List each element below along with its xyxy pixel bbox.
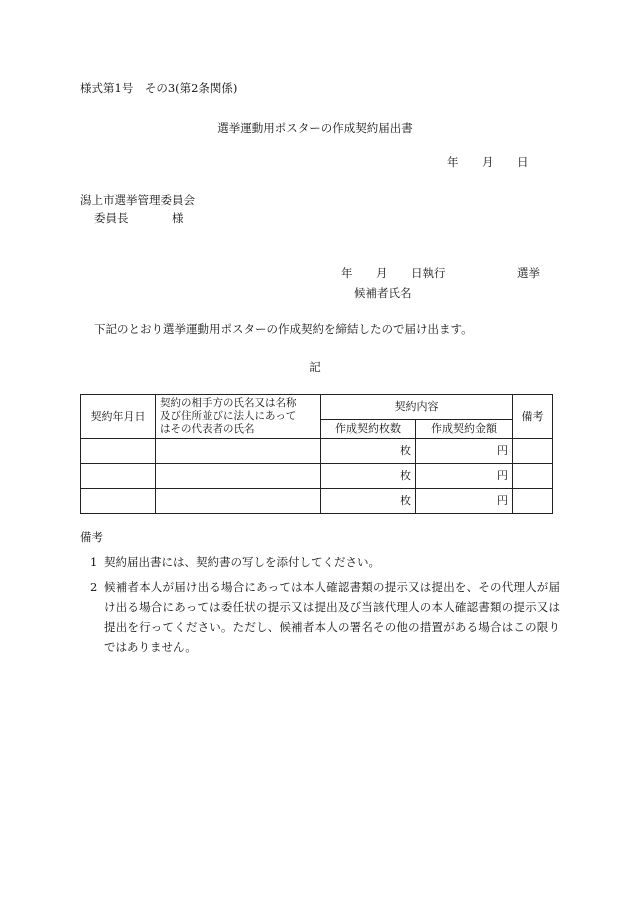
header-count: 作成契約枚数 [321,420,416,439]
form-number: 様式第1号 その3(第2条関係) [80,81,238,95]
count-unit: 枚 [400,469,411,483]
amount-unit: 円 [497,469,508,483]
recipient-title: 委員長 [94,211,129,225]
count-unit: 枚 [400,444,411,458]
party-cell[interactable] [156,489,321,514]
table-header-row [81,395,553,420]
note-text: 候補者本人が届け出る場合にあっては本人確認書類の提示又は提出を、その代理人が届け出る場合にあっては委任状の提示又は提出及び当該代理人の本人確認書類の提示又は提出を行ってください。ただし、候補者本人の署名その他の措置がある場合はこの限りではありません。 [104,580,560,654]
election-year-label: 年 [341,266,353,280]
body-text: 下記のとおり選挙運動用ポスターの作成契約を締結したので届け出ます。 [94,322,473,336]
header-amount: 作成契約金額 [416,420,513,439]
amount-unit: 円 [497,444,508,458]
party-cell[interactable] [156,464,321,489]
remarks-note [90,577,560,657]
note-number: 1 [90,555,98,569]
header-remarks: 備考 [513,395,553,439]
header-contract-party [156,395,321,439]
note-text: 契約届出書には、契約書の写しを添付してください。 [104,555,380,569]
contract-table [80,394,553,514]
recipient-honorific: 様 [172,211,184,225]
remarks-note [90,552,560,572]
header-party-line: はその代表者の氏名 [160,423,255,436]
party-cell[interactable] [156,439,321,464]
election-day-label: 日執行 [411,266,446,280]
count-unit: 枚 [400,494,411,508]
candidate-name-label: 候補者氏名 [354,286,412,300]
election-label: 選挙 [517,266,540,280]
ki-heading: 記 [309,360,321,374]
table-row [81,439,553,464]
date-year-label: 年 [447,155,459,169]
table-row [81,464,553,489]
header-party-line: 契約の相手方の氏名又は名称 [160,396,297,409]
remarks-heading: 備考 [80,530,103,544]
note-number: 2 [90,580,98,594]
header-contract-date: 契約年月日 [81,395,156,439]
count-cell[interactable] [321,489,416,514]
election-month-label: 月 [376,266,388,280]
header-party-line: 及び住所並びに法人にあって [160,409,297,422]
amount-unit: 円 [497,494,508,508]
header-contract-content: 契約内容 [321,395,513,420]
remarks-cell[interactable] [513,464,553,489]
amount-cell[interactable] [416,439,513,464]
count-cell[interactable] [321,439,416,464]
amount-cell[interactable] [416,464,513,489]
recipient-organization: 潟上市選挙管理委員会 [80,193,195,207]
count-cell[interactable] [321,464,416,489]
remarks-cell[interactable] [513,489,553,514]
date-cell[interactable] [81,464,156,489]
date-cell[interactable] [81,439,156,464]
table-row [81,489,553,514]
remarks-cell[interactable] [513,439,553,464]
date-month-label: 月 [482,155,494,169]
document-title: 選挙運動用ポスターの作成契約届出書 [217,121,413,135]
amount-cell[interactable] [416,489,513,514]
date-cell[interactable] [81,489,156,514]
date-day-label: 日 [517,155,529,169]
